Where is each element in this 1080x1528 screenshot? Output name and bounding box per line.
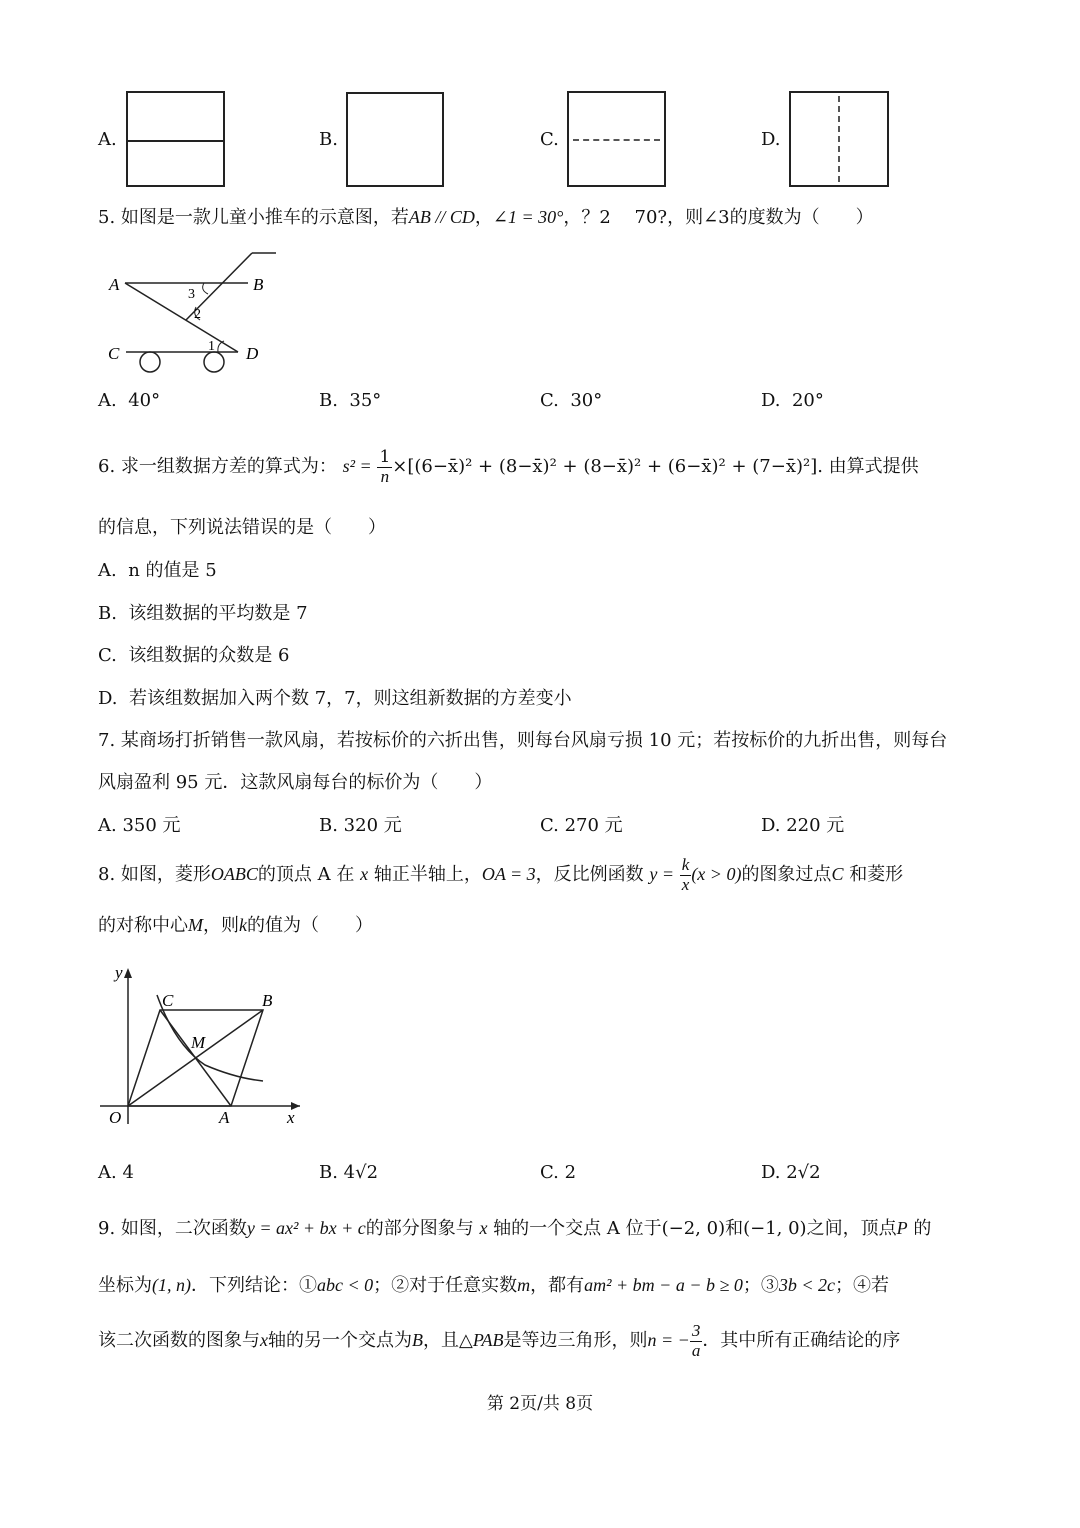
q8-label-b: B: [262, 991, 273, 1010]
q5-label-2: 2: [194, 307, 201, 322]
q6-option-c[interactable]: C. 该组数据的众数是 6: [98, 645, 290, 666]
q6-option-d[interactable]: D. 若该组数据加入两个数 7，7，则这组新数据的方差变小: [98, 688, 572, 709]
q9-fraction: $\frac{3}{a}$: [691, 1320, 701, 1360]
q4-option-a-figure: [126, 91, 225, 187]
q5-stem-text: 5. 如图是一款儿童小推车的示意图，若: [98, 207, 409, 228]
q9-equation: y = ax² + bx + c: [246, 1218, 366, 1238]
q8-stem-line1: 8. 如图，菱形OABC的顶点 A 在 x 轴正半轴上，OA = 3，反比例函数 y = $\frac{k}{x}$ (x > 0)的图象过点C 和菱形: [98, 854, 904, 894]
q7-stem-line1: 7. 某商场打折销售一款风扇，若按标价的六折出售，则每台风扇亏损 10 元；若按标价的九折出售，则每台: [98, 730, 948, 751]
q5-stem-tail: ，则∠3的度数为（ ）: [667, 207, 874, 228]
q8-stem-line2: 的对称中心M，则k的值为（ ）: [98, 915, 373, 936]
q8-label-c: C: [162, 991, 174, 1010]
q5-label-b: B: [253, 275, 264, 294]
q5-cond-angle2: ？2 70?: [581, 207, 668, 228]
q7-option-d[interactable]: D. 220 元: [761, 815, 845, 836]
q6-formula-body: ×[(6−x̄)² + (8−x̄)² + (8−x̄)² + (6−x̄)² + (7−x̄)²]: [392, 456, 818, 477]
q6-stem-line2: 的信息，下列说法错误的是（ ）: [98, 517, 386, 538]
q8-label-x: x: [287, 1108, 295, 1127]
q8-label-m: M: [191, 1033, 206, 1052]
q4-option-c-label[interactable]: C.: [540, 129, 559, 150]
q7-option-b[interactable]: B. 320 元: [319, 815, 402, 836]
q8-option-d[interactable]: D. 2√2: [761, 1162, 821, 1183]
q5-option-a[interactable]: A. 40°: [98, 390, 161, 411]
q6-formula-lhs: s² =: [342, 456, 372, 476]
q6-stem-tail: . 由算式提供: [817, 456, 919, 477]
q4-option-a-label[interactable]: A.: [98, 129, 117, 150]
q5-option-c[interactable]: C. 30°: [540, 390, 603, 411]
q5-option-d[interactable]: D. 20°: [761, 390, 824, 411]
q4-option-b-label[interactable]: B.: [319, 129, 338, 150]
q8-oa: OA = 3: [481, 864, 536, 884]
q5-label-c: C: [108, 344, 120, 363]
q8-option-c[interactable]: C. 2: [540, 1162, 577, 1183]
q6-stem: [98, 444, 919, 489]
q4-option-d-label[interactable]: D.: [761, 129, 781, 150]
q6-option-b[interactable]: B. 该组数据的平均数是 7: [98, 603, 308, 624]
q8-option-b[interactable]: B. 4√2: [319, 1162, 379, 1183]
q5-stem: [98, 208, 874, 227]
q8-label-o: O: [109, 1108, 122, 1127]
q5-option-b[interactable]: B. 35°: [319, 390, 382, 411]
q5-cond-angle1: ∠1 = 30°: [492, 207, 564, 227]
q5-stroller-figure: [100, 245, 280, 380]
q5-label-3: 3: [188, 287, 195, 302]
q5-cond-parallel: AB // CD: [408, 207, 475, 227]
q4-option-b-figure: [346, 92, 444, 187]
q4-option-c-figure: [567, 91, 666, 187]
q7-stem-line2: 风扇盈利 95 元．这款风扇每台的标价为（ ）: [98, 772, 493, 793]
q7-option-a[interactable]: A. 350 元: [98, 815, 181, 836]
q7-option-c[interactable]: C. 270 元: [540, 815, 623, 836]
q4-option-d-figure: [789, 91, 889, 187]
q8-fraction: $\frac{k}{x}$: [681, 854, 690, 894]
q6-option-a[interactable]: A. n 的值是 5: [98, 560, 217, 581]
q9-stem-line1: 9. 如图，二次函数y = ax² + bx + c的部分图象与 x 轴的一个交点 A 位于(−2, 0)和(−1, 0)之间，顶点P 的: [98, 1218, 932, 1239]
q9-stem-line2: 坐标为(1, n)．下列结论：①abc < 0；②对于任意实数m，都有am² + bm − a − b ≥ 0；③3b < 2c；④若: [98, 1275, 889, 1296]
q5-label-1: 1: [208, 339, 215, 354]
q8-label-y: y: [115, 963, 123, 982]
q6-fraction: $\frac{1}{n}$: [379, 446, 391, 486]
q8-oabc: OABC: [210, 864, 258, 884]
q8-label-a: A: [219, 1108, 230, 1127]
q5-label-d: D: [246, 344, 259, 363]
page-footer: 第 2页/共 8页: [486, 1394, 594, 1414]
q5-sep1: ，: [474, 207, 493, 228]
q9-stem-line3: 该二次函数的图象与x轴的另一个交点为B，且△PAB是等边三角形，则n = − $\frac{3}{a}$ ．其中所有正确结论的序: [98, 1320, 901, 1360]
q6-stem-text: 6. 求一组数据方差的算式为：: [98, 456, 337, 477]
q8-option-a[interactable]: A. 4: [98, 1162, 134, 1183]
q5-label-a: A: [109, 275, 120, 294]
q8-rhombus-figure: [95, 960, 310, 1130]
q5-sep2: ，: [563, 207, 582, 228]
